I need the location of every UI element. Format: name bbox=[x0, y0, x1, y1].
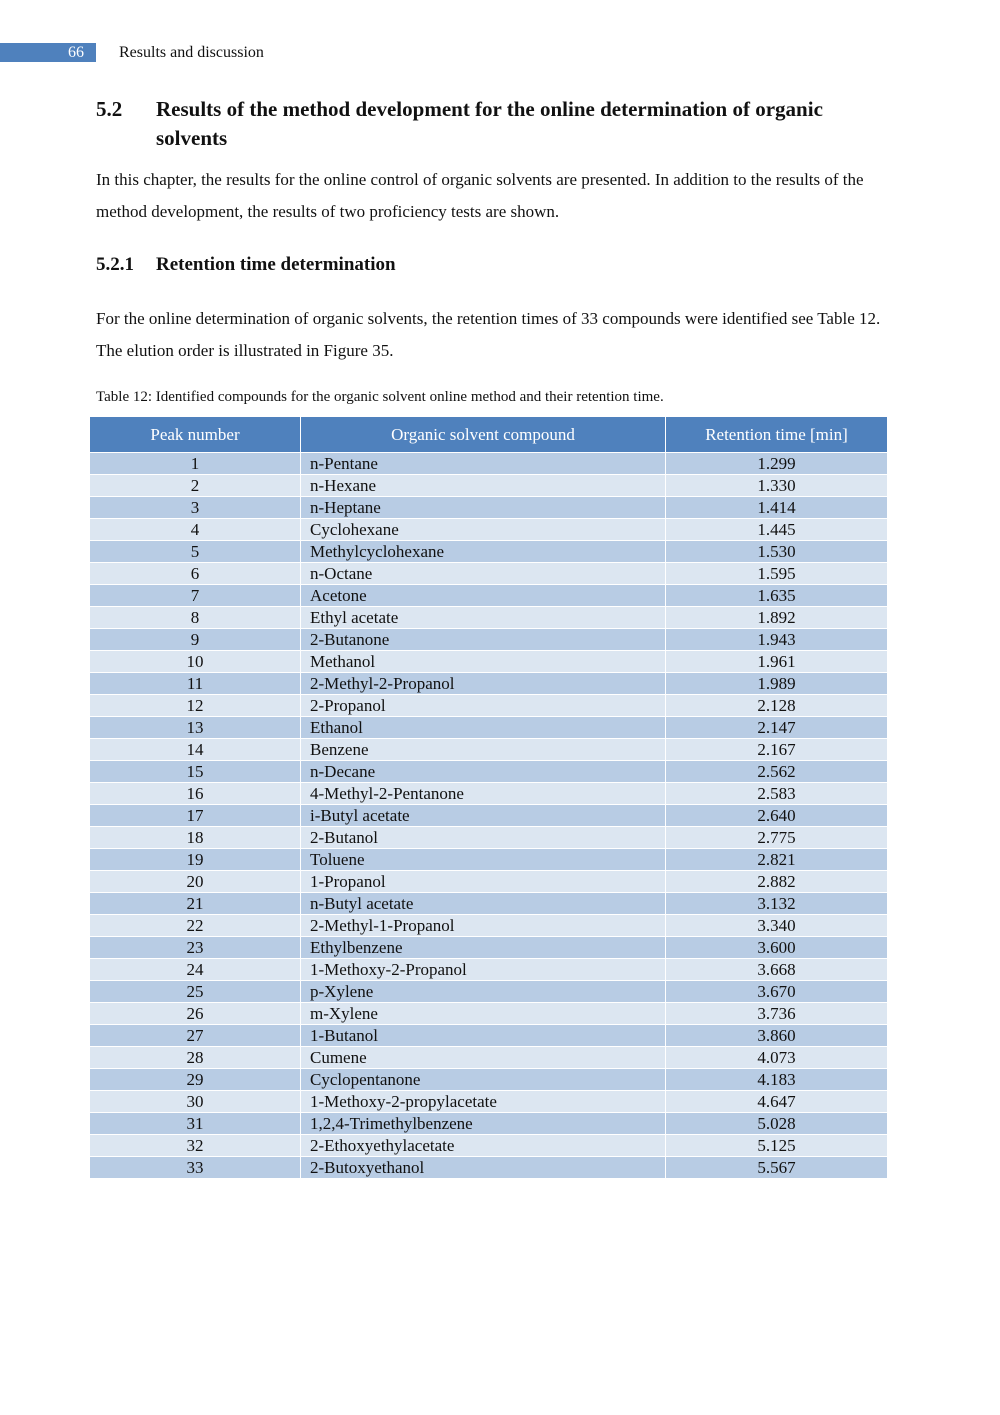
cell-peak-number: 6 bbox=[90, 563, 301, 585]
table-row bbox=[90, 541, 887, 563]
cell-compound: 2-Methyl-1-Propanol bbox=[301, 915, 666, 937]
table-row bbox=[90, 519, 887, 541]
cell-retention-time: 1.445 bbox=[666, 519, 888, 541]
cell-retention-time: 1.943 bbox=[666, 629, 888, 651]
table-row bbox=[90, 893, 887, 915]
table-row bbox=[90, 695, 887, 717]
column-header-compound: Organic solvent compound bbox=[301, 417, 666, 453]
cell-peak-number: 7 bbox=[90, 585, 301, 607]
cell-compound: Methylcyclohexane bbox=[301, 541, 666, 563]
cell-compound: m-Xylene bbox=[301, 1003, 666, 1025]
cell-retention-time: 1.299 bbox=[666, 453, 888, 475]
cell-retention-time: 1.635 bbox=[666, 585, 888, 607]
cell-peak-number: 4 bbox=[90, 519, 301, 541]
table-row bbox=[90, 981, 887, 1003]
table-row bbox=[90, 1047, 887, 1069]
cell-retention-time: 3.670 bbox=[666, 981, 888, 1003]
cell-retention-time: 2.562 bbox=[666, 761, 888, 783]
cell-peak-number: 18 bbox=[90, 827, 301, 849]
table-row bbox=[90, 871, 887, 893]
table-caption: Table 12: Identified compounds for the organic solvent online method and their retention time. bbox=[96, 389, 664, 405]
table-row bbox=[90, 497, 887, 519]
cell-retention-time: 2.583 bbox=[666, 783, 888, 805]
cell-retention-time: 1.892 bbox=[666, 607, 888, 629]
cell-compound: 4-Methyl-2-Pentanone bbox=[301, 783, 666, 805]
cell-peak-number: 14 bbox=[90, 739, 301, 761]
cell-peak-number: 2 bbox=[90, 475, 301, 497]
cell-compound: 1-Methoxy-2-propylacetate bbox=[301, 1091, 666, 1113]
cell-peak-number: 12 bbox=[90, 695, 301, 717]
cell-retention-time: 5.567 bbox=[666, 1157, 888, 1179]
cell-retention-time: 3.132 bbox=[666, 893, 888, 915]
cell-retention-time: 1.961 bbox=[666, 651, 888, 673]
cell-compound: Cyclohexane bbox=[301, 519, 666, 541]
table-row bbox=[90, 827, 887, 849]
table-row bbox=[90, 1113, 887, 1135]
section-heading bbox=[96, 95, 896, 153]
cell-peak-number: 10 bbox=[90, 651, 301, 673]
table-row bbox=[90, 937, 887, 959]
cell-compound: 1-Butanol bbox=[301, 1025, 666, 1047]
cell-retention-time: 3.668 bbox=[666, 959, 888, 981]
cell-peak-number: 11 bbox=[90, 673, 301, 695]
cell-compound: p-Xylene bbox=[301, 981, 666, 1003]
column-header-peak-number: Peak number bbox=[90, 417, 301, 453]
cell-compound: 2-Butoxyethanol bbox=[301, 1157, 666, 1179]
table-row bbox=[90, 1091, 887, 1113]
cell-compound: 2-Propanol bbox=[301, 695, 666, 717]
cell-peak-number: 5 bbox=[90, 541, 301, 563]
cell-peak-number: 13 bbox=[90, 717, 301, 739]
table-row bbox=[90, 805, 887, 827]
table-row bbox=[90, 717, 887, 739]
table-row bbox=[90, 673, 887, 695]
cell-retention-time: 2.640 bbox=[666, 805, 888, 827]
cell-compound: n-Octane bbox=[301, 563, 666, 585]
cell-retention-time: 3.340 bbox=[666, 915, 888, 937]
cell-compound: n-Heptane bbox=[301, 497, 666, 519]
table-row bbox=[90, 1003, 887, 1025]
cell-peak-number: 20 bbox=[90, 871, 301, 893]
cell-retention-time: 4.647 bbox=[666, 1091, 888, 1113]
cell-retention-time: 1.595 bbox=[666, 563, 888, 585]
cell-compound: Toluene bbox=[301, 849, 666, 871]
cell-retention-time: 1.530 bbox=[666, 541, 888, 563]
cell-peak-number: 21 bbox=[90, 893, 301, 915]
cell-peak-number: 17 bbox=[90, 805, 301, 827]
cell-compound: Methanol bbox=[301, 651, 666, 673]
cell-compound: i-Butyl acetate bbox=[301, 805, 666, 827]
cell-compound: n-Pentane bbox=[301, 453, 666, 475]
cell-retention-time: 2.775 bbox=[666, 827, 888, 849]
table-row bbox=[90, 761, 887, 783]
cell-compound: n-Decane bbox=[301, 761, 666, 783]
cell-retention-time: 3.600 bbox=[666, 937, 888, 959]
cell-peak-number: 15 bbox=[90, 761, 301, 783]
cell-compound: Cyclopentanone bbox=[301, 1069, 666, 1091]
cell-compound: 1-Methoxy-2-Propanol bbox=[301, 959, 666, 981]
cell-retention-time: 2.167 bbox=[666, 739, 888, 761]
cell-retention-time: 3.736 bbox=[666, 1003, 888, 1025]
cell-compound: 2-Butanol bbox=[301, 827, 666, 849]
cell-peak-number: 22 bbox=[90, 915, 301, 937]
table-row bbox=[90, 1069, 887, 1091]
cell-peak-number: 24 bbox=[90, 959, 301, 981]
cell-retention-time: 5.028 bbox=[666, 1113, 888, 1135]
running-header: Results and discussion bbox=[119, 44, 264, 61]
cell-compound: 2-Methyl-2-Propanol bbox=[301, 673, 666, 695]
page-number: 66 bbox=[68, 44, 84, 61]
cell-peak-number: 29 bbox=[90, 1069, 301, 1091]
cell-peak-number: 8 bbox=[90, 607, 301, 629]
cell-compound: Ethylbenzene bbox=[301, 937, 666, 959]
cell-peak-number: 30 bbox=[90, 1091, 301, 1113]
cell-peak-number: 27 bbox=[90, 1025, 301, 1047]
cell-retention-time: 1.330 bbox=[666, 475, 888, 497]
table-row bbox=[90, 1135, 887, 1157]
table-row bbox=[90, 1025, 887, 1047]
cell-compound: Ethyl acetate bbox=[301, 607, 666, 629]
cell-compound: Benzene bbox=[301, 739, 666, 761]
cell-peak-number: 31 bbox=[90, 1113, 301, 1135]
subsection-title: Retention time determination bbox=[156, 254, 396, 275]
cell-retention-time: 2.128 bbox=[666, 695, 888, 717]
cell-retention-time: 4.183 bbox=[666, 1069, 888, 1091]
cell-compound: Acetone bbox=[301, 585, 666, 607]
cell-peak-number: 19 bbox=[90, 849, 301, 871]
section-title: Results of the method development for the online determination of organic solvents bbox=[156, 97, 823, 150]
cell-compound: 2-Ethoxyethylacetate bbox=[301, 1135, 666, 1157]
cell-compound: Ethanol bbox=[301, 717, 666, 739]
cell-retention-time: 3.860 bbox=[666, 1025, 888, 1047]
table-row bbox=[90, 783, 887, 805]
table-row bbox=[90, 959, 887, 981]
cell-retention-time: 2.882 bbox=[666, 871, 888, 893]
cell-compound: n-Butyl acetate bbox=[301, 893, 666, 915]
cell-retention-time: 1.989 bbox=[666, 673, 888, 695]
section-intro-paragraph: In this chapter, the results for the online control of organic solvents are presented. In addition to the results of the method development, the results of two proficiency tests are shown. bbox=[96, 170, 864, 221]
table-row bbox=[90, 475, 887, 497]
retention-time-table bbox=[90, 417, 887, 1178]
cell-retention-time: 4.073 bbox=[666, 1047, 888, 1069]
cell-compound: 2-Butanone bbox=[301, 629, 666, 651]
cell-peak-number: 28 bbox=[90, 1047, 301, 1069]
cell-peak-number: 23 bbox=[90, 937, 301, 959]
cell-peak-number: 32 bbox=[90, 1135, 301, 1157]
cell-peak-number: 3 bbox=[90, 497, 301, 519]
cell-compound: 1,2,4-Trimethylbenzene bbox=[301, 1113, 666, 1135]
table-row bbox=[90, 607, 887, 629]
column-header-retention-time: Retention time [min] bbox=[666, 417, 888, 453]
table-row bbox=[90, 585, 887, 607]
cell-peak-number: 33 bbox=[90, 1157, 301, 1179]
cell-retention-time: 2.821 bbox=[666, 849, 888, 871]
table-row bbox=[90, 651, 887, 673]
cell-peak-number: 25 bbox=[90, 981, 301, 1003]
subsection-paragraph: For the online determination of organic solvents, the retention times of 33 compounds were identified see Table 12. The elution order is illustrated in Figure 35. bbox=[96, 309, 881, 360]
cell-retention-time: 2.147 bbox=[666, 717, 888, 739]
table-header-row bbox=[90, 417, 887, 453]
cell-peak-number: 9 bbox=[90, 629, 301, 651]
subsection-number: 5.2.1 bbox=[96, 254, 134, 275]
table-row bbox=[90, 453, 887, 475]
subsection-heading bbox=[96, 253, 396, 277]
table-row bbox=[90, 915, 887, 937]
cell-compound: n-Hexane bbox=[301, 475, 666, 497]
cell-retention-time: 5.125 bbox=[666, 1135, 888, 1157]
table-row bbox=[90, 739, 887, 761]
table-row bbox=[90, 563, 887, 585]
cell-compound: 1-Propanol bbox=[301, 871, 666, 893]
section-number: 5.2 bbox=[96, 97, 123, 121]
cell-retention-time: 1.414 bbox=[666, 497, 888, 519]
table-row bbox=[90, 849, 887, 871]
cell-peak-number: 26 bbox=[90, 1003, 301, 1025]
cell-peak-number: 16 bbox=[90, 783, 301, 805]
cell-peak-number: 1 bbox=[90, 453, 301, 475]
table-row bbox=[90, 629, 887, 651]
table-row bbox=[90, 1157, 887, 1179]
cell-compound: Cumene bbox=[301, 1047, 666, 1069]
